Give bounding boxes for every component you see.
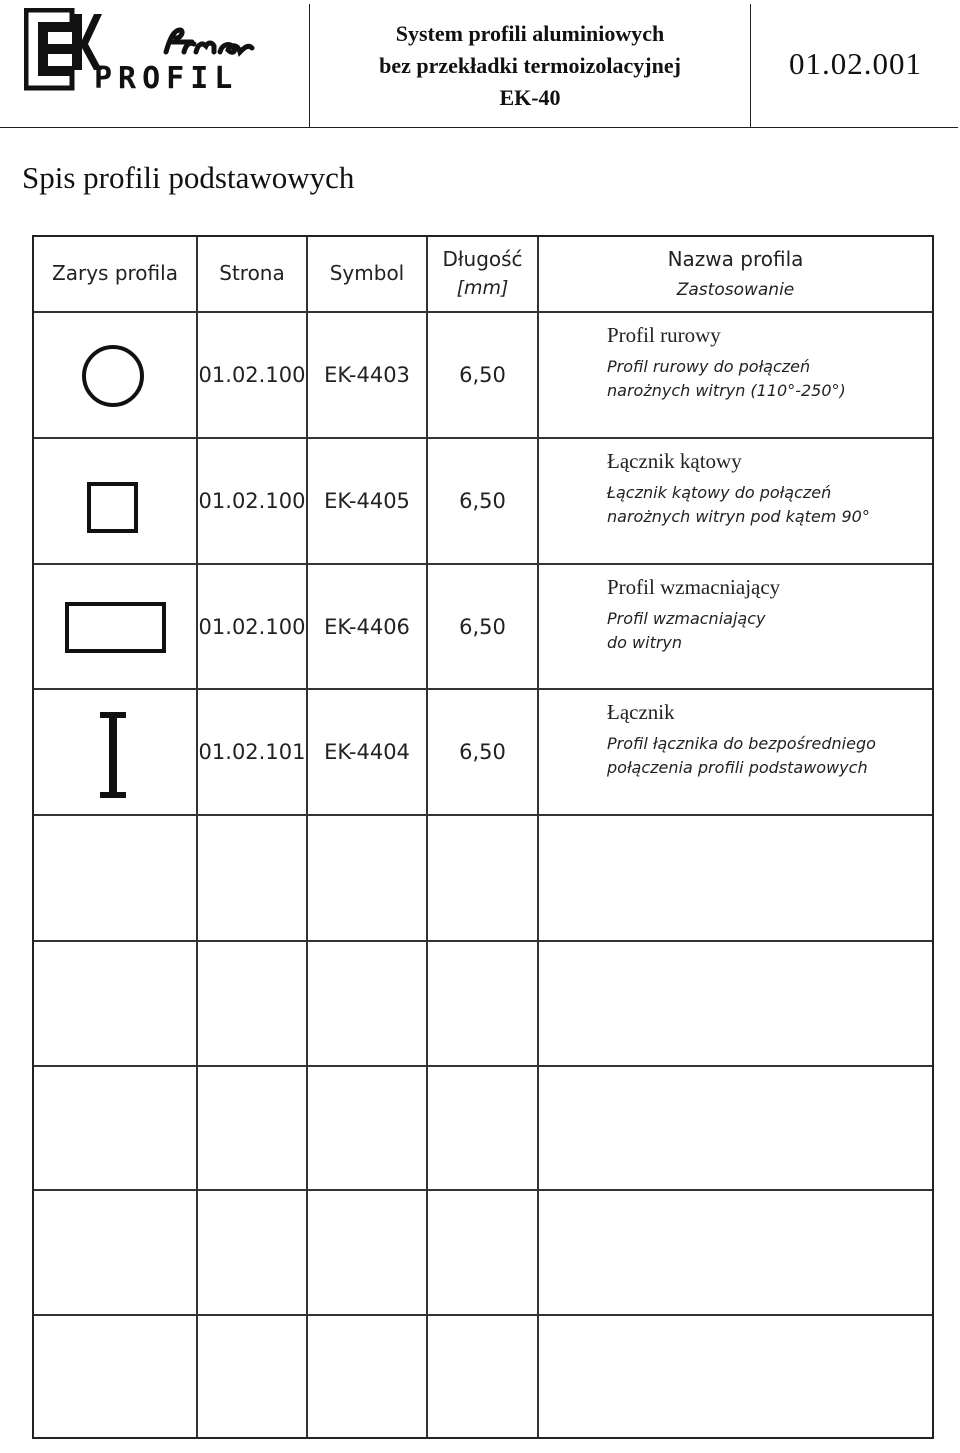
length-cell: 6,50 xyxy=(459,740,506,764)
table-row xyxy=(34,313,932,437)
column-header-outline: Zarys profila xyxy=(52,261,178,285)
profile-usage-line-2: narożnych witryn (110°-250°) xyxy=(607,381,846,400)
document-number: 01.02.001 xyxy=(789,46,922,81)
column-header-usage: Zastosowanie xyxy=(676,280,795,300)
length-cell: 6,50 xyxy=(459,615,506,639)
profiles-table xyxy=(32,235,934,1439)
symbol-cell: EK-4404 xyxy=(324,740,410,764)
profile-usage-line-2: narożnych witryn pod kątem 90° xyxy=(607,507,870,526)
profile-usage-line-1: Profil łącznika do bezpośredniego xyxy=(607,734,876,753)
side-cell: 01.02.100 xyxy=(198,615,306,639)
length-cell: 6,50 xyxy=(459,489,506,513)
profile-usage-line-1: Profil rurowy do połączeń xyxy=(607,357,811,376)
profile-usage-line-1: Profil wzmacniający xyxy=(607,609,766,628)
side-cell: 01.02.100 xyxy=(198,489,306,513)
column-header-name: Nazwa profila xyxy=(667,247,804,271)
row-divider xyxy=(34,940,932,942)
company-logo xyxy=(24,8,284,94)
title-line-2: bez przekładki termoizolacyjnej xyxy=(379,53,681,78)
svg-text:PROFIL: PROFIL xyxy=(94,61,239,94)
system-title xyxy=(310,18,750,114)
row-divider xyxy=(34,1189,932,1191)
square-profile-icon xyxy=(86,481,140,535)
row-divider xyxy=(34,1065,932,1067)
i-beam-profile-icon xyxy=(98,710,128,800)
symbol-cell: EK-4406 xyxy=(324,615,410,639)
side-cell: 01.02.100 xyxy=(198,363,306,387)
page-title: Spis profili podstawowych xyxy=(22,160,355,195)
row-divider xyxy=(34,1314,932,1316)
header-rule xyxy=(0,127,958,128)
profile-name: Łącznik kątowy xyxy=(607,449,742,473)
column-header-side: Strona xyxy=(219,261,285,285)
length-cell: 6,50 xyxy=(459,363,506,387)
title-line-3: EK-40 xyxy=(499,85,561,110)
rectangle-profile-icon xyxy=(64,601,168,655)
profile-usage-line-1: Łącznik kątowy do połączeń xyxy=(607,483,832,502)
profile-name: Profil wzmacniający xyxy=(607,575,781,599)
symbol-cell: EK-4405 xyxy=(324,489,410,513)
title-line-1: System profili aluminiowych xyxy=(395,21,665,46)
column-header-length: Długość xyxy=(442,247,523,271)
document-header xyxy=(0,0,960,128)
table-row xyxy=(34,565,932,688)
circle-profile-icon xyxy=(80,343,146,409)
side-cell: 01.02.101 xyxy=(198,740,306,764)
profile-name: Łącznik xyxy=(607,700,675,724)
profile-usage-line-2: do witryn xyxy=(607,633,683,652)
profile-usage-line-2: połączenia profili podstawowych xyxy=(607,758,868,777)
column-header-symbol: Symbol xyxy=(329,261,405,285)
table-row xyxy=(34,439,932,563)
row-divider xyxy=(34,814,932,816)
column-header-length-unit: [mm] xyxy=(456,277,509,299)
profile-name: Profil rurowy xyxy=(607,323,721,347)
table-row xyxy=(34,690,932,814)
symbol-cell: EK-4403 xyxy=(324,363,410,387)
